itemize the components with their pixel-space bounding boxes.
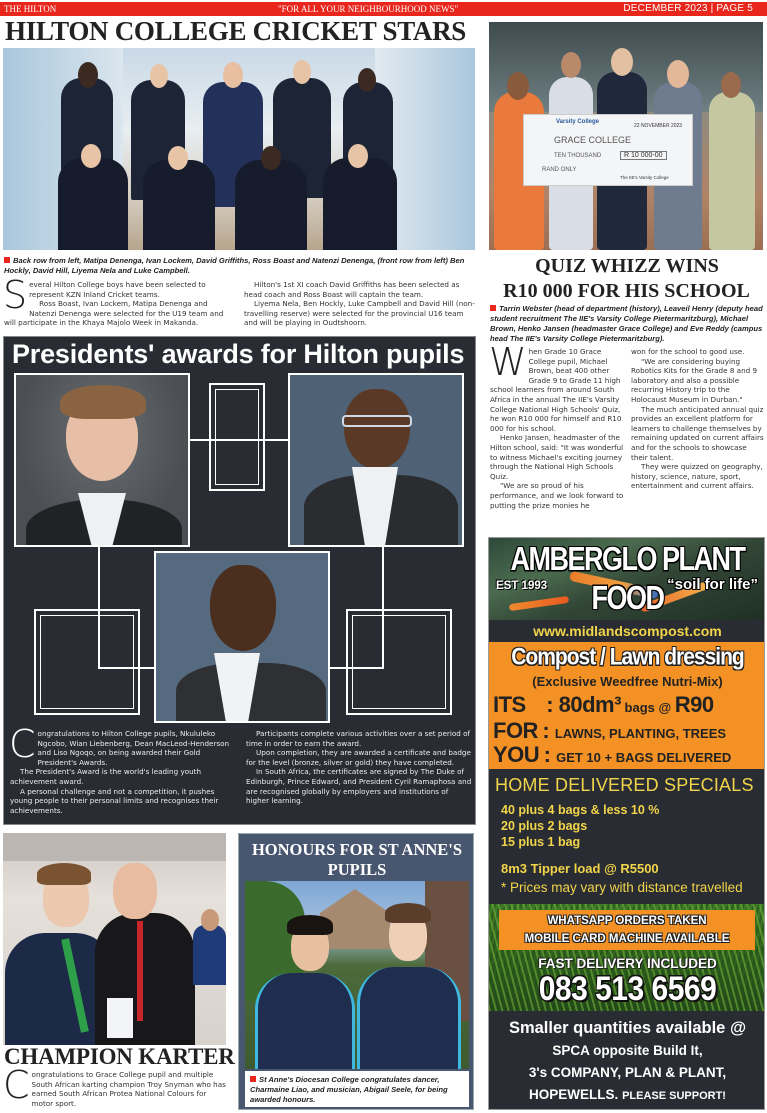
ad-special-item: 40 plus 4 bags & less 10 % [501, 803, 660, 817]
honours-caption: St Anne's Diocesan College congratulates dancer, Charmaine Liao, and musician, Abigail Seele, for being awarded honours. [245, 1071, 469, 1107]
ad-phone-number[interactable]: 083 513 6569 [538, 970, 717, 1008]
cheque-footer: The IIE's Varsity College [620, 175, 669, 180]
quiz-photo [489, 22, 763, 250]
cheque-brand: Varsity College [556, 119, 600, 125]
decor-line [382, 547, 384, 667]
ad-whatsapp-banner: WHATSAPP ORDERS TAKEN MOBILE CARD MACHINE AVAILABLE [499, 910, 755, 950]
honours-section [238, 833, 474, 1110]
ad-slogan: “soil for life” [667, 576, 758, 593]
karter-headline: CHAMPION KARTER [4, 1044, 235, 1069]
quiz-caption: Tarrin Webster (head of department (history), Leaveil Henry (deputy head student recruitment The IIE's Varsity College Pietermaritzburg), Michael Brown, Henko Jansen (headmaster Grace College) and Eve Reddy (campus head The IIE's Varsity College Pietermaritzburg). [490, 304, 763, 343]
paper-name: THE HILTON [4, 4, 57, 14]
cricket-headline: HILTON COLLEGE CRICKET STARS [5, 16, 467, 46]
quiz-col-1: W hen Grade 10 Grace College pupil, Michael Brown, beat 400 other Grade 9 to Grade 11 high school learners from around South Africa in the annual The IIE's Varsity College National High Schools' Quiz, he won R10 000 for himself and R10 000 for his school. Henko Jansen, headmaster of the Hilton school, said: "It was wonderful to witness Michael's exciting journey through the National High Schools Quiz. "We are so proud of his performance, and we look forward to putting the prize monies he [489, 340, 624, 510]
tagline: "FOR ALL YOUR NEIGHBOURHOOD NEWS" [278, 4, 459, 14]
masthead-bar [0, 2, 767, 16]
ad-specials-title: HOME DELIVERED SPECIALS [495, 775, 754, 795]
cricket-col-2: Hilton's 1st XI coach David Griffiths has been selected as head coach and Ross Boast will captain the team. Liyema Nela, Ben Hockly, Luke Campbell and David Hill (non-travelling reserve) were selected for the provincial U16 team and will be playing in Oudtshoorn. [244, 280, 475, 328]
cheque-line2: RAND ONLY [542, 167, 577, 173]
ad-fast-delivery: FAST DELIVERY INCLUDED [538, 956, 717, 971]
portrait-pupil-1 [14, 373, 190, 547]
ad-brand: AMBERGLO PLANT FOOD [510, 540, 745, 617]
cheque-pay: GRACE COLLEGE [554, 135, 632, 145]
ad-grass-panel [489, 904, 765, 1011]
cricket-col-1: S everal Hilton College boys have been selected to represent KZN Inland Cricket teams. Ross Boast, Ivan Lockem, Matipa Denenga and Natenzi Denenga were selected for the U19 team and will participate in the Khaya Majolo Week in Makanda. [3, 273, 224, 328]
presidents-awards-section [3, 336, 476, 825]
portrait-pupil-3 [154, 551, 330, 723]
cheque-sum: TEN THOUSAND [554, 153, 602, 159]
decor-frame [346, 609, 452, 715]
dropcap: C [9, 722, 36, 766]
caption-marker-icon [4, 257, 10, 263]
ad-row-its: ITS : 80dm³ bags @ R90 [493, 692, 714, 717]
decor-line [98, 547, 100, 667]
cheque [523, 114, 693, 186]
cheque-amount: R 10 000-00 [620, 151, 667, 160]
ad-row-for: FOR : LAWNS, PLANTING, TREES [493, 718, 727, 743]
presidents-col-1: C ongratulations to Hilton College pupils, Nkululeko Ngcobo, Wian Liebenberg, Dean MacLeod-Henderson and Liso Ngoqo, on being awarded their Gold President's Awards. The President's Award is the world's leading youth achievement award. A personal challenge and not a competition, it pushes young people to their personal limits and recognises their achievements. [9, 722, 230, 815]
caption-marker-icon [490, 305, 496, 311]
decor-frame [209, 383, 265, 491]
ad-location-3: HOPEWELLS. PLEASE SUPPORT! [529, 1087, 726, 1102]
caption-marker-icon [250, 1076, 256, 1082]
ad-header-image [489, 538, 765, 620]
karter-photo [3, 833, 226, 1045]
ad-smaller-quantities: Smaller quantities available @ [508, 1019, 747, 1037]
ad-product-panel [489, 642, 765, 769]
cheque-date: 22 NOVEMBER 2023 [634, 123, 683, 129]
decor-line [98, 667, 158, 669]
decor-line [324, 667, 384, 669]
ad-location-1: SPCA opposite Build It, [552, 1043, 703, 1058]
decor-line [188, 439, 288, 441]
cricket-team-photo [3, 48, 475, 250]
karter-body: C ongratulations to Grace College pupil and multiple South African karting champion Troy Snyman who has earned South African Protea National Colours for motor sport. [3, 1063, 226, 1108]
ad-price-note: * Prices may vary with distance travelled [501, 880, 743, 895]
ad-specials-panel [489, 769, 765, 904]
ad-locations-panel [489, 1011, 765, 1110]
amberglo-advert [488, 537, 765, 1110]
ad-est: EST 1993 [496, 580, 548, 592]
ad-exclusive: (Exclusive Weedfree Nutri-Mix) [532, 674, 723, 689]
honours-headline: HONOURS FOR ST ANNE'S PUPILS [251, 840, 463, 879]
ad-special-item: 20 plus 2 bags [501, 819, 588, 833]
ad-location-2: 3's COMPANY, PLAN & PLANT, [528, 1065, 727, 1080]
issue-page: DECEMBER 2023 | PAGE 5 [623, 3, 753, 14]
presidents-col-2: Participants complete various activities over a set period of time in order to earn the award. Upon completion, they are awarded a certificate and badge for the level (bronze, silver or gold) they have completed. In South Africa, the certificates are signed by The Duke of Edinburgh, Prince Edward, and President Cyril Ramaphosa and are recognised globally by employers and institutions of higher learning. [246, 729, 472, 806]
ad-product: Compost / Lawn dressing [511, 644, 744, 671]
portrait-pupil-2 [288, 373, 464, 547]
presidents-headline: Presidents' awards for Hilton pupils [12, 339, 465, 369]
decor-frame [34, 609, 140, 715]
dropcap: C [3, 1063, 30, 1107]
quiz-headline-2: R10 000 FOR HIS SCHOOL [503, 280, 750, 302]
ad-special-item: 15 plus 1 bag [501, 835, 581, 849]
quiz-col-2: won for the school to good use. "We are considering buying Robotics Kits for the Grade 8 and 9 laboratory and also a possible recurring History trip to the Holocaust Museum in Durban." The much anticipated annual quiz provides an excellent platform for learners to challenge themselves by remaining updated on current affairs and for the schools to showcase their talent. They were quizzed on geography, history, science, nature, sport, entertainment and current affairs. [631, 347, 764, 491]
dropcap: W [489, 340, 527, 384]
dropcap: S [3, 273, 28, 317]
ad-website-link[interactable]: www.midlandscompost.com [489, 620, 765, 642]
honours-photo [245, 881, 469, 1069]
cricket-caption: Back row from left, Matipa Denenga, Ivan Lockem, David Griffiths, Ross Boast and Natenzi Denenga, (front row from left) Ben Hockly, David Hill, Liyema Nela and Luke Campbell. [4, 256, 465, 275]
quiz-headline-1: QUIZ WHIZZ WINS [535, 255, 719, 277]
ad-tipper: 8m3 Tipper load @ R5500 [501, 861, 659, 876]
ad-row-you: YOU : GET 10 + BAGS DELIVERED [493, 742, 732, 767]
